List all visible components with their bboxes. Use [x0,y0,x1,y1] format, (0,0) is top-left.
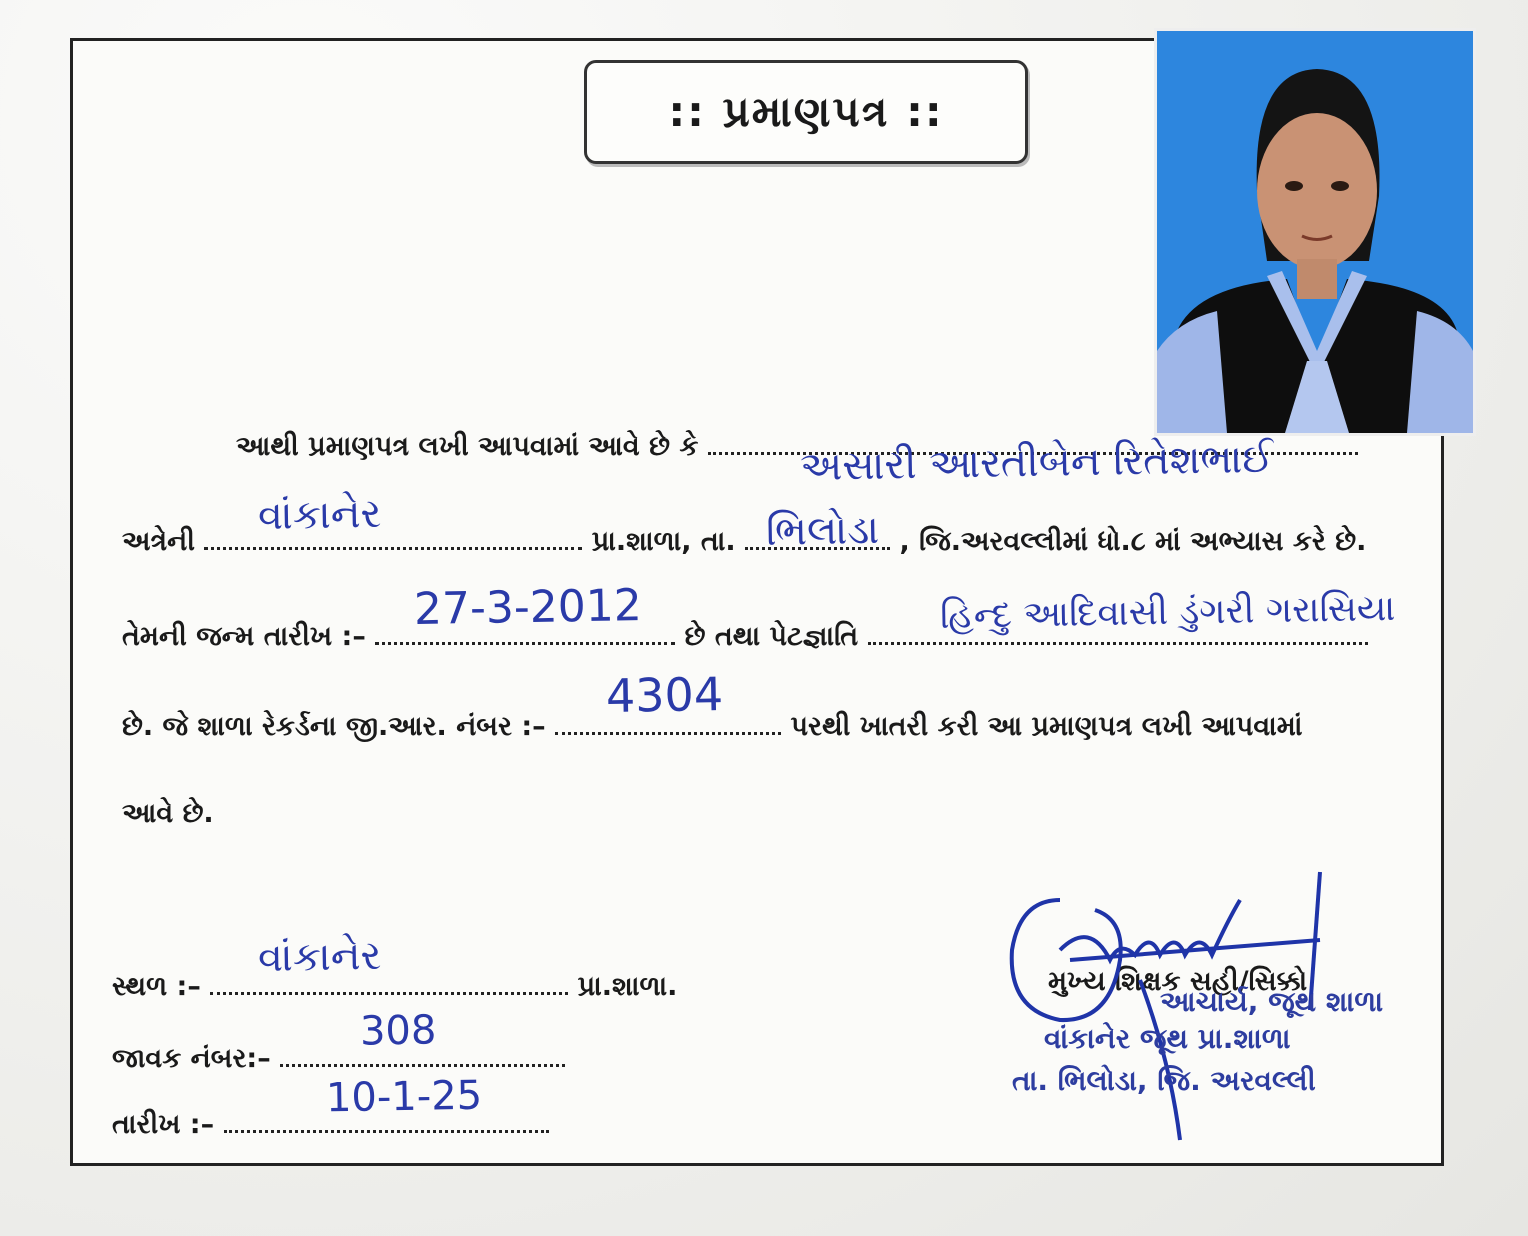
stamp-line-3: તા. ભિલોડા, જિ. અરવલ્લી [1012,1064,1316,1097]
place-handwritten: વાંકાનેર [257,932,382,982]
caste-label: છે તથા પેટજ્ઞાતિ [684,621,859,652]
school-name-handwritten: વાંકાનેર [257,490,382,540]
certificate-title: :: પ્રમાણપત્ર :: [584,60,1028,164]
school-line-prefix: અત્રેની [122,526,195,557]
dob-label: તેમની જન્મ તારીખ :– [122,621,366,652]
place-suffix: પ્રા.શાળા. [577,971,678,1002]
school-line-suffix: , જિ.અરવલ્લીમાં ધો.૮ માં અભ્યાસ કરે છે. [899,526,1367,557]
outward-label: જાવક નંબર:– [112,1043,271,1074]
outward-line [112,1038,565,1075]
signatory-label: મુખ્ય શિક્ષક સહી/સિક્કો [1048,966,1308,997]
gr-label: છે. જે શાળા રેકર્ડના જી.આર. નંબર :– [122,711,546,742]
stamp-line-1: આચાર્ય, જૂથ શાળા [1160,985,1384,1018]
dob-handwritten: 27-3-2012 [413,580,643,635]
student-photo [1154,28,1476,436]
place-label: સ્થળ :– [112,971,201,1002]
closing-line: આવે છે. [122,798,214,829]
place-line [112,966,677,1003]
caste-handwritten: હિન્દુ આદિવાસી ડુંગરી ગરાસિયા [939,588,1396,637]
student-photo-icon [1157,31,1473,433]
date-label: તારીખ :– [112,1109,215,1140]
date-handwritten: 10-1-25 [325,1072,483,1122]
gr-number-handwritten: 4304 [605,666,724,724]
taluka-handwritten: ભિલોડા [765,507,880,555]
stamp-line-2: વાંકાનેર જૂથ પ્રા.શાળા [1044,1022,1291,1055]
student-name-handwritten: અસારી આરતીબેન રિતેશભાઈ [799,435,1274,491]
outward-number-handwritten: 308 [359,1007,437,1055]
school-line-middle: પ્રા.શાળા, તા. [591,526,736,557]
gr-line-suffix: પરથી ખાતરી કરી આ પ્રમાણપત્ર લખી આપવામાં [790,711,1303,742]
intro-text: આથી પ્રમાણપત્ર લખી આપવામાં આવે છે કે [236,431,699,462]
